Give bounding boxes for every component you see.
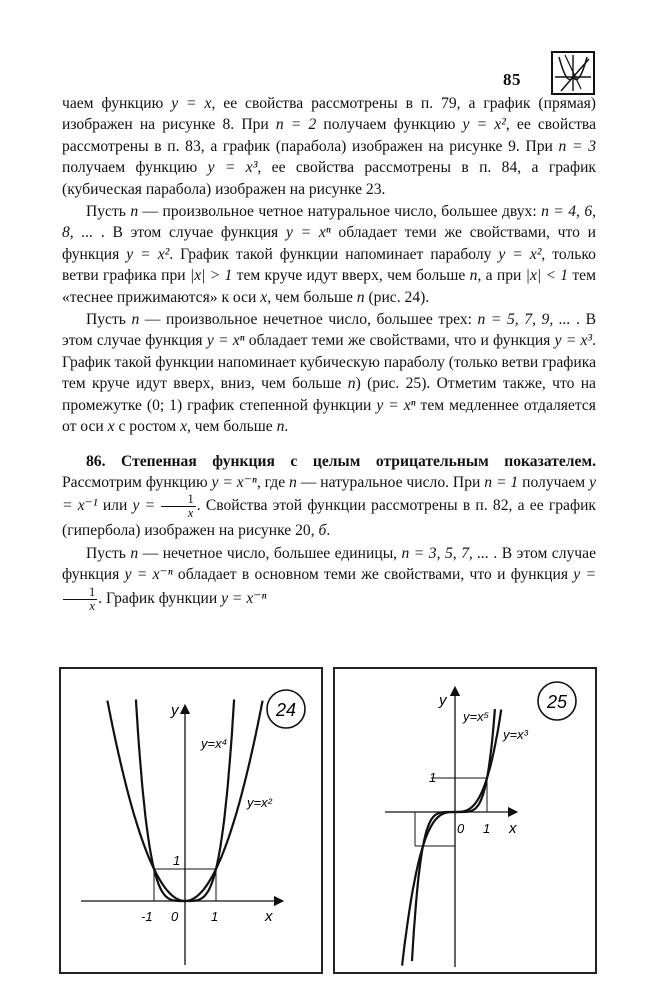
origin-label: 0 bbox=[457, 821, 465, 836]
paragraph-3: Пусть n — произвольное нечетное число, большее трех: n = 5, 7, 9, ... . В этом случае функция y = xⁿ обладает теми же свойствами, что и функция y = x³. График такой функции напоминает кубическую параболу (только ветви графика тем круче идут вверх, вниз, чем больше n) (рис. 25). Отметим также, что на промежутке (0; 1) график степенной функции y = xⁿ тем медленнее отдаляется от оси x с ростом x, чем больше n. bbox=[62, 311, 597, 436]
x-axis-label: x bbox=[509, 820, 517, 837]
tick-one-x: 1 bbox=[211, 909, 219, 924]
curve-x3-label: y=x³ bbox=[503, 727, 528, 742]
tick-one-x: 1 bbox=[483, 821, 491, 836]
body-text bbox=[62, 93, 596, 613]
curve-x4-label: y=x⁴ bbox=[201, 736, 228, 751]
figure-number: 25 bbox=[546, 692, 568, 712]
tick-one-y: 1 bbox=[429, 770, 437, 785]
figure-25 bbox=[333, 667, 597, 974]
figure-number: 24 bbox=[275, 700, 297, 720]
figure-24 bbox=[59, 667, 323, 974]
y-axis-label: y bbox=[439, 692, 447, 709]
x-axis-label: x bbox=[265, 908, 273, 925]
tick-minus-one: -1 bbox=[141, 909, 153, 924]
y-axis-label: y bbox=[171, 702, 179, 719]
paragraph-5: Пусть n — нечетное число, большее единицы, n = 3, 5, 7, ... . В этом случае функция y = x⁻ⁿ обладает в основном теми же свойствами, что и функция y = $\frac{1}{x}$ . График функции y = x⁻ⁿ bbox=[62, 544, 596, 613]
paragraph-4: 86. Степенная функция с целым отрицательным показателем. Рассмотрим функцию y = x⁻ⁿ, где n — натуральное число. При n = 1 получаем y = x⁻¹ или y = $\frac{1}{x}$ . Свойства этой функции рассмотрены в п. 82, а ее график (гипербола) изображен на рисунке 20, б. bbox=[62, 452, 596, 540]
curve-x5-label: y=x⁵ bbox=[463, 709, 490, 724]
paragraph-1: чаем функцию y = x, ее свойства рассмотрены в п. 79, а график (прямая) изображен на рисунке 8. При n = 2 получаем функцию y = x², ее свойства рассмотрены в п. 83, а график (парабола) изображен на рисунке 9. При n = 3 получаем функцию y = x³, ее свойства рассмотрены в п. 84, а график (кубическая парабола) изображен на рисунке 23. bbox=[62, 95, 597, 198]
fraction: $\frac{1}{x}$ bbox=[63, 586, 97, 613]
curve-x3 bbox=[402, 710, 501, 966]
fraction: $\frac{1}{x}$ bbox=[161, 493, 195, 520]
origin-label: 0 bbox=[171, 909, 179, 924]
paragraph-2: Пусть n — произвольное четное натуральное число, большее двух: n = 4, 6, 8, ... . В этом случае функция y = xⁿ обладает теми же свойствами, что и функция y = x². График такой функции напоминает параболу y = x², только ветви графика при |x| > 1 тем круче идут вверх, чем больше n, а при |x| < 1 тем «теснее прижимаются» к оси x, чем больше n (рис. 24). bbox=[62, 203, 597, 306]
tick-one-y: 1 bbox=[173, 853, 181, 868]
section-heading: 86. Степенная функция с целым отрицательным показателем. bbox=[86, 452, 596, 470]
graphs-thumbnail-icon bbox=[551, 51, 595, 95]
page-number: 85 bbox=[503, 70, 521, 89]
curve-x2-label: y=x² bbox=[247, 795, 272, 810]
